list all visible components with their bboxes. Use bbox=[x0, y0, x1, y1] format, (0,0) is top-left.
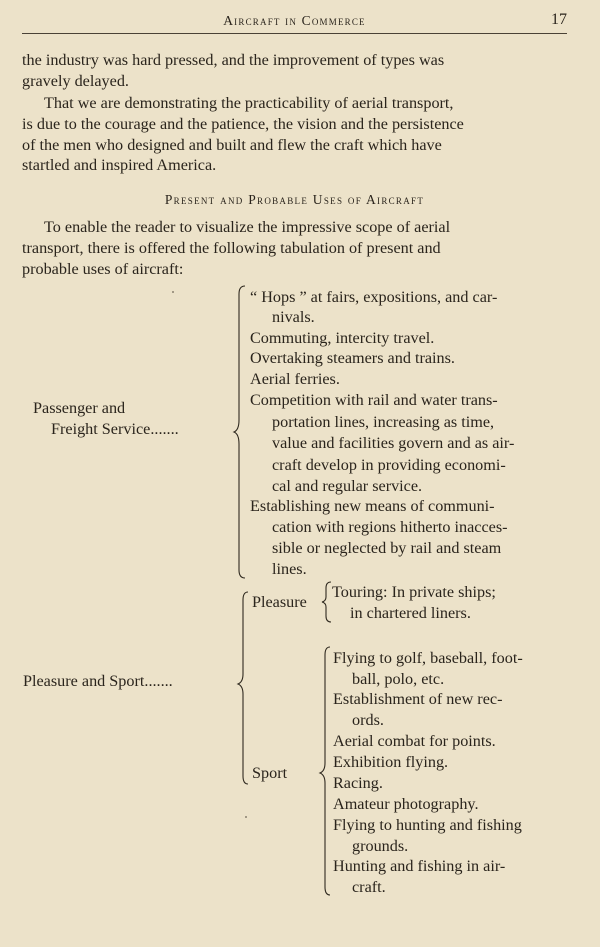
paper-speck bbox=[172, 291, 174, 293]
list-item: Touring: In private ships; bbox=[332, 583, 496, 601]
list-item-cont: ords. bbox=[352, 711, 384, 729]
text-line: gravely delayed. bbox=[22, 71, 129, 90]
list-item: Flying to hunting and fishing bbox=[333, 816, 522, 834]
brace-pleasure-sport bbox=[236, 590, 250, 786]
dot-leader: ....... bbox=[150, 420, 179, 438]
running-title: Aircraft in Commerce bbox=[223, 13, 366, 28]
sport-sublabel: Sport bbox=[252, 764, 288, 782]
list-item-cont: grounds. bbox=[352, 837, 409, 855]
text-line: the industry was hard pressed, and the improvement of types was bbox=[22, 51, 445, 69]
paragraph-lead bbox=[22, 217, 567, 279]
list-item-cont: cal and regular service. bbox=[272, 477, 423, 495]
list-item-cont: cation with regions hitherto inacces- bbox=[272, 518, 508, 536]
list-item: Racing. bbox=[333, 774, 383, 792]
text-line: of the men who designed and built and flew the craft which have bbox=[22, 135, 442, 154]
list-item: Hunting and fishing in air- bbox=[333, 857, 506, 875]
dot-leader: ....... bbox=[144, 672, 173, 690]
list-item: Amateur photography. bbox=[333, 795, 479, 813]
paragraph-continuation bbox=[22, 50, 567, 92]
text-line: That we are demonstrating the practicability of aerial transport, bbox=[44, 94, 454, 112]
brace-passenger bbox=[233, 284, 247, 580]
list-item: Aerial combat for points. bbox=[333, 732, 496, 750]
section-heading: Present and Probable Uses of Aircraft bbox=[164, 192, 425, 207]
passenger-label-line2 bbox=[51, 419, 179, 440]
passenger-label-line1: Passenger and bbox=[33, 399, 126, 417]
list-item: Exhibition flying. bbox=[333, 753, 449, 771]
text-line: transport, there is offered the following tabulation of present and bbox=[22, 238, 441, 257]
page-number: 17 bbox=[551, 11, 567, 28]
paragraph-demonstrating bbox=[22, 93, 567, 176]
paper-speck bbox=[245, 816, 247, 818]
list-item-cont: in chartered liners. bbox=[350, 604, 471, 622]
pleasure-sport-label bbox=[23, 671, 173, 692]
list-item: Overtaking steamers and trains. bbox=[250, 349, 455, 367]
list-item: Establishment of new rec- bbox=[333, 690, 503, 708]
list-item: Aerial ferries. bbox=[250, 370, 340, 388]
pleasure-sublabel: Pleasure bbox=[252, 593, 307, 611]
text-line: startled and inspired America. bbox=[22, 156, 217, 175]
list-item: “ Hops ” at fairs, expositions, and car- bbox=[250, 288, 498, 306]
running-header bbox=[22, 11, 567, 34]
list-item: Commuting, intercity travel. bbox=[250, 329, 435, 347]
list-item-cont: ball, polo, etc. bbox=[352, 670, 445, 688]
list-item-cont: lines. bbox=[272, 560, 307, 578]
text-line: is due to the courage and the patience, the vision and the persistence bbox=[22, 114, 464, 133]
text-line: To enable the reader to visualize the impressive scope of aerial bbox=[44, 218, 451, 236]
list-item-cont: value and facilities govern and as air- bbox=[272, 434, 515, 452]
list-item: Competition with rail and water trans- bbox=[250, 391, 498, 409]
list-item-cont: craft develop in providing economi- bbox=[272, 456, 506, 474]
list-item-cont: sible or neglected by rail and steam bbox=[272, 539, 502, 557]
list-item: Establishing new means of communi- bbox=[250, 497, 495, 515]
pleasure-sport-text: Pleasure and Sport bbox=[23, 672, 145, 690]
passenger-label-text: Freight Service bbox=[51, 420, 151, 438]
list-item-cont: craft. bbox=[352, 878, 386, 896]
list-item-cont: portation lines, increasing as time, bbox=[272, 413, 495, 431]
brace-sport bbox=[318, 645, 332, 897]
list-item: Flying to golf, baseball, foot- bbox=[333, 649, 523, 667]
list-item-cont: nivals. bbox=[272, 308, 315, 326]
text-line: probable uses of aircraft: bbox=[22, 259, 184, 278]
